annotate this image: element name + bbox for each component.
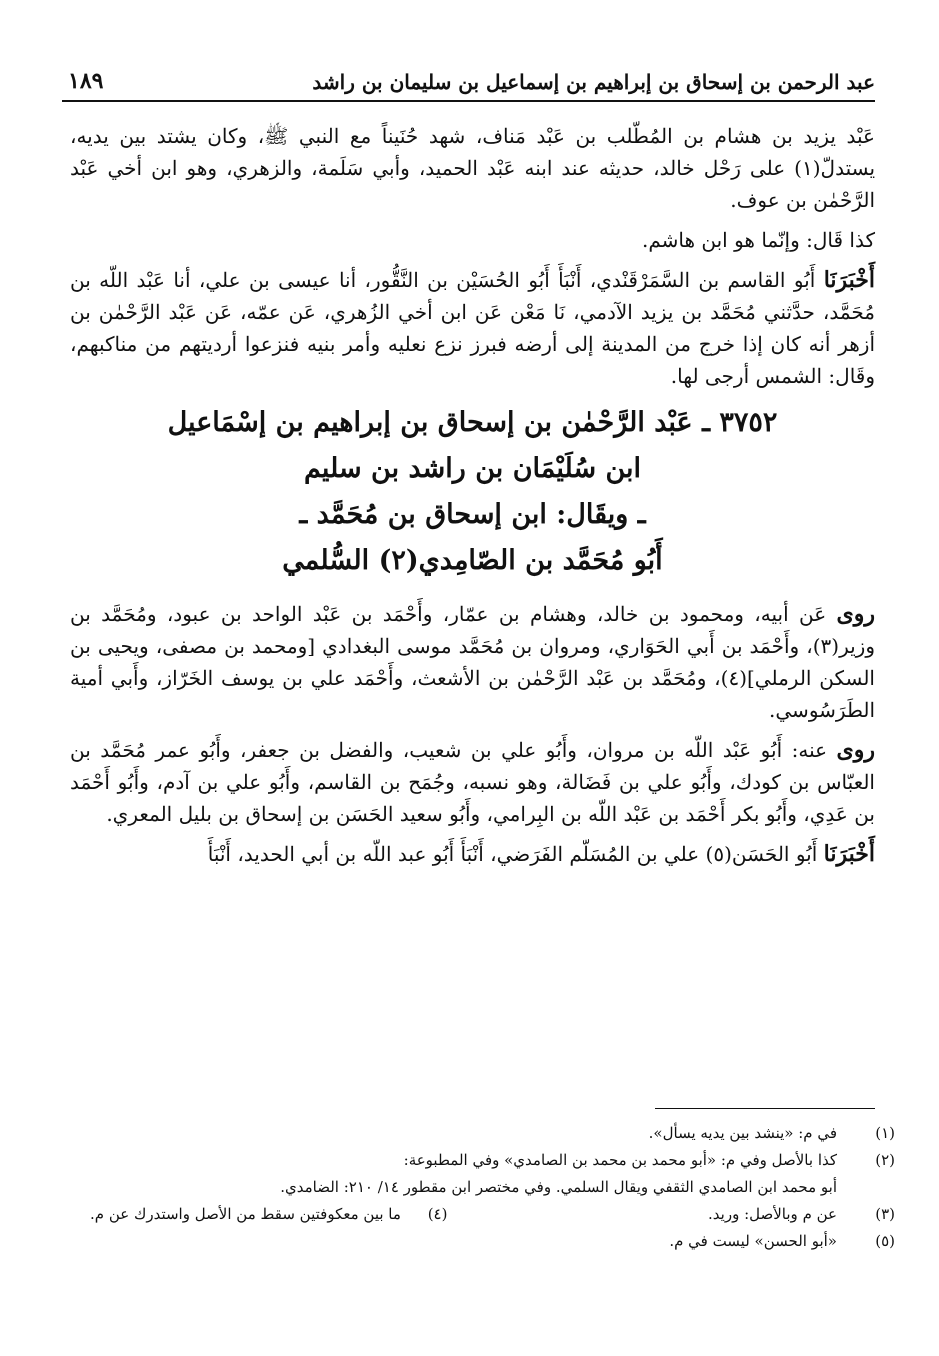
paragraph-1	[70, 120, 875, 216]
paragraph-2	[70, 224, 875, 256]
lead-word: روى	[836, 737, 875, 763]
entry-heading-line-4: أَبُو مُحَمَّد بن الصّامِدي(٢) السُّلمي	[282, 545, 663, 576]
paragraph-4-text: عَن أبيه، ومحمود بن خالد، وهشام بن عمّار، وأَحْمَد بن عَبْد الواحد بن عبود، ومُحَمَّد بن وزير(٣)، وأَحْمَد بن أَبي الحَوَاري، ومروان بن مُحَمَّد موسى البغدادي [ومحمد بن مصفى، ويحيى بن السكن الرملي](٤)، ومُحَمَّد بن عَبْد الرَّحْمٰن بن الأشعث، وأَحْمَد علي بن يوسف الخَرّاز، وأَبي أمية الطَرَسُوسي.	[70, 602, 875, 722]
paragraph-3-text: أَبُو القاسم بن السَّمَرْقَنْدي، أَنْبَأَ أَبُو الحُسَيْن بن النَّقُّور، أنا عيسى بن علي، أنا عَبْد اللّه بن مُحَمَّد، حدَّثني مُحَمَّد بن يزيد الآدمي، نَا مَعْن عَن ابن أخي الزُهري، عَن عمّه، عَن عَبْد الرَّحْمٰن بن أزهر أنه كان إذا خرج من المدينة إلى أرضه فبرز نزع نعليه وأمر بنيه فنزعوا أرديتهم من مناكبهم، وقَال: الشمس أرجى لها.	[70, 268, 875, 388]
footnote-number: (٤)	[427, 1205, 448, 1223]
lead-word: أَخْبَرَنَا	[823, 267, 876, 293]
paragraph-1-text: عَبْد يزيد بن هشام بن المُطّلب بن عَبْد مَناف، شهد حُنَيناً مع النبي ﷺ، وكان يشتد بين يديه، يستدلّ(١) على رَحْل خالد، حديثه عند ابنه عَبْد الحميد، وأبي سَلَمة، والزهري، وهو ابن أخي عَبْد الرَّحْمٰن بن عوف.	[70, 124, 876, 212]
footnote-text: في م: «ينشد بين يديه يسأل».	[648, 1124, 837, 1142]
footnote-number: (١)	[875, 1124, 895, 1142]
lead-word: أَخْبَرَنَا	[823, 841, 875, 867]
entry-heading-line-3: ـ ويقَال: ابن إسحاق بن مُحَمَّد ـ	[299, 499, 646, 530]
footnote-number: (٢)	[875, 1151, 895, 1169]
page-header	[62, 66, 875, 102]
footnote-text: كذا بالأصل وفي م: «أبو محمد بن محمد بن الصامدي» وفي المطبوعة:	[403, 1151, 837, 1169]
footnote-row-3-4	[90, 1201, 895, 1228]
paragraph-2-text: كذا قَال: وإنّما هو ابن هاشم.	[641, 228, 875, 252]
running-title: عبد الرحمن بن إسحاق بن إبراهيم بن إسماعيل بن سليمان بن راشد	[312, 70, 875, 94]
footnote-5	[90, 1228, 895, 1255]
footnote-text: ما بين معكوفتين سقط من الأصل واستدرك عن م.	[90, 1205, 401, 1223]
footnote-4	[90, 1201, 447, 1228]
paragraph-6-text: أَبُو الحَسَن(٥) علي بن المُسَلّم الفَرَضي، أَنْبَأَ أَبُو عبد اللّه بن أبي الحديد، أَنْبَأَ	[207, 842, 818, 866]
main-text	[70, 120, 875, 878]
footnote-number: (٥)	[875, 1232, 895, 1250]
footnote-text: «أبو الحسن» ليست في م.	[669, 1232, 837, 1250]
footnote-2	[90, 1147, 895, 1174]
footnote-number: (٣)	[875, 1205, 895, 1223]
paragraph-5-text: عنه: أَبُو عَبْد اللّه بن مروان، وأَبُو علي بن شعيب، والفضل بن جعفر، وأَبُو عمر مُحَمَّد بن العبّاس بن كودك، وأَبُو علي بن فَضَالة، وهو نسبه، وجُمَح بن القاسم، وأَبُو علي بن آدم، وأَبُو أَحْمَد بن عَدِي، وأَبُو بكر أَحْمَد بن عَبْد اللّه بن البِرامي، وأَبُو سعيد الحَسَن بن إسحاق بن بليل المعري.	[70, 738, 875, 826]
page-number: ١٨٩	[68, 68, 104, 94]
footnotes	[90, 1120, 895, 1255]
entry-heading-line-2: ابن سُلَيْمَان بن راشد بن سليم	[303, 453, 642, 484]
footnote-divider	[655, 1108, 875, 1109]
paragraph-5	[70, 734, 875, 830]
paragraph-6	[70, 838, 875, 870]
footnote-2-continued: أبو محمد ابن الصامدي الثقفي ويقال السلمي. وفي مختصر ابن مقطور ١٤/ ٢١٠: الضامدي.	[280, 1178, 837, 1196]
lead-word: روى	[836, 601, 875, 627]
paragraph-4	[70, 598, 875, 726]
footnote-text: عن م وبالأصل: وريد.	[708, 1205, 837, 1223]
paragraph-3	[70, 264, 875, 392]
entry-heading-line-1: ٣٧٥٢ ـ عَبْد الرَّحْمٰن بن إسحاق بن إبراهيم بن إسْمَاعيل	[167, 407, 778, 438]
footnote-1	[90, 1120, 895, 1147]
entry-heading	[70, 400, 875, 584]
